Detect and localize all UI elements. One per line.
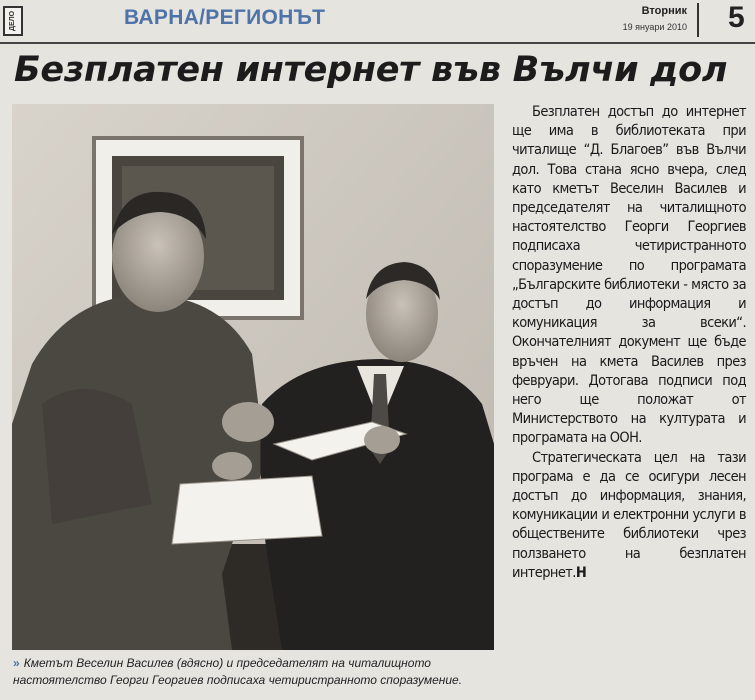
header-divider [697,3,699,37]
page-number: 5 [728,1,745,34]
photo-caption [13,655,498,689]
article-paragraph-text: Стратегическата цел на тази програма е да се осигури лесен достъп до информация, знания, комуникации и електронни услуги в обществените библиотеки чрез ползването на безплатен интернет. [512,449,746,581]
article-photo [12,104,494,650]
logo-text: ДЕЛО [9,11,16,32]
issue-day: Вторник [641,5,687,17]
caption-text: Кметът Веселин Василев (вдясно) и председателят на читалищното настоятелство Георги Георгиев подписаха четиристранното споразумение. [13,656,463,687]
article-paragraph: Безплатен достъп до интернет ще има в библиотеката при читалище “Д. Благоев” във Вълчи дол. Това стана ясно вчера, след като кметът Веселин Василев и председателят на читалищното настоятелство Георги Георгиев подписаха четиристранното споразумение по програмата „Българските библиотеки - място за достъп до информация и комуникация за всеки“. Окончателният документ ще бъде връчен на кмета Василев през февруари. Дотогава подписи под него ще положат от Министерството на културата и програмата на ООН. [512,104,746,447]
header-rule [0,42,755,44]
article-paragraph [512,449,746,583]
masthead [0,0,755,42]
issue-date: 19 януари 2010 [622,22,687,32]
section-title: ВАРНА/РЕГИОНЪТ [124,6,326,29]
newspaper-logo [3,6,23,36]
caption-arrow-icon: » [13,656,20,670]
article-body [512,103,746,583]
end-mark: Н [575,564,587,581]
article-headline: Безплатен интернет във Вълчи дол [14,50,728,90]
